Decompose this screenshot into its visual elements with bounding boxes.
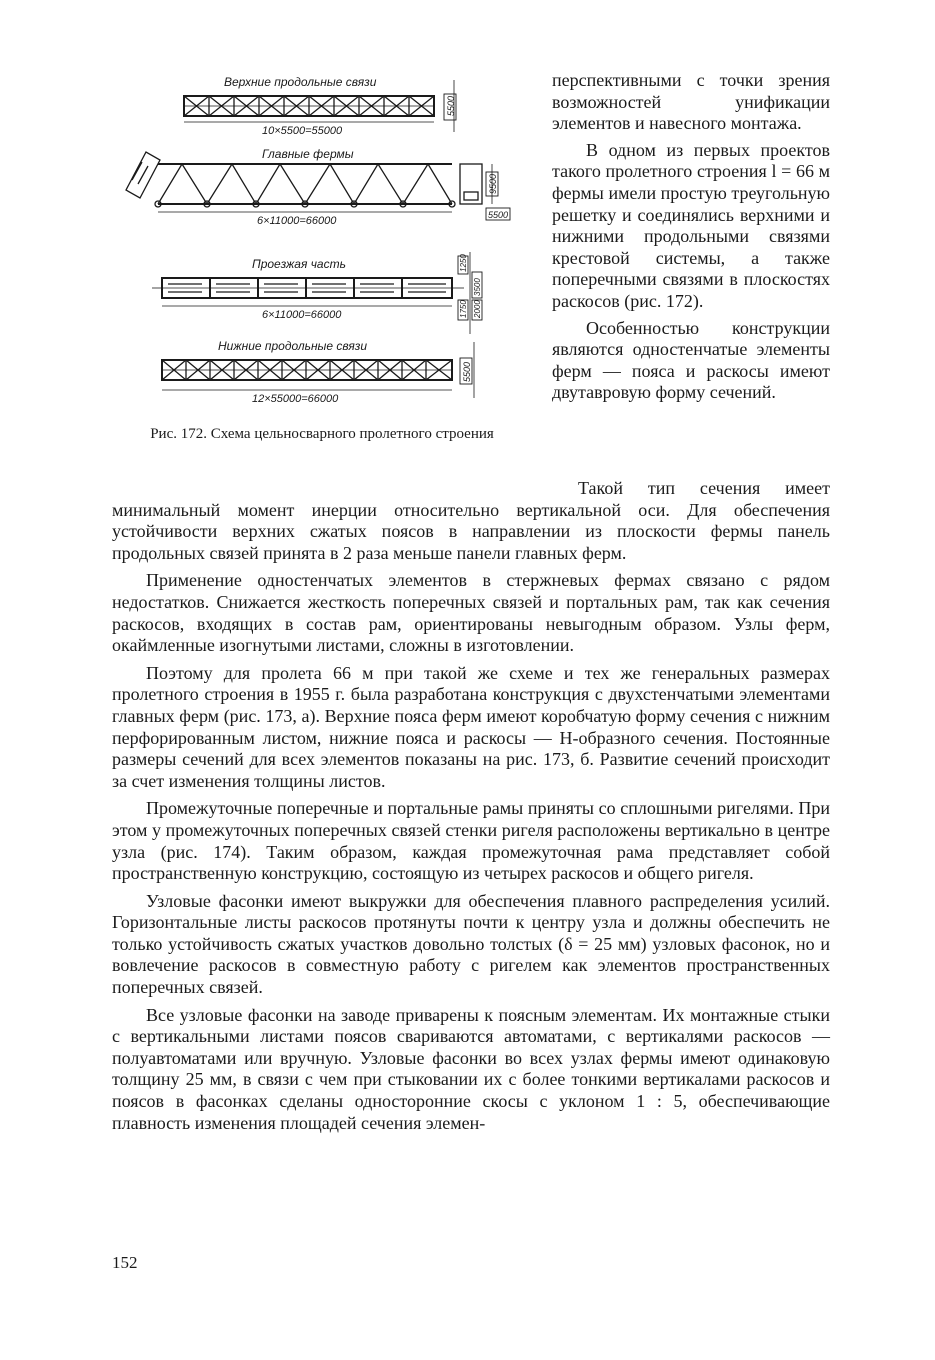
label-main-span: 6×11000=66000 bbox=[257, 215, 337, 227]
truss-scheme-drawing bbox=[112, 72, 532, 422]
body-paragraph: Промежуточные поперечные и портальные рамы приняты со сплошными ригелями. При этом у промежуточных поперечных связей стенки ригеля расположены вертикально в центре узла (рис. 174). Таким образом, каждая промежуточная рама представляет собой пространственную конструкцию, состоящую из четырех раскосов и общего ригеля. bbox=[112, 798, 830, 884]
page-number: 152 bbox=[112, 1253, 138, 1272]
body-paragraph: Применение одностенчатых элементов в стержневых фермах связано с рядом недостатков. Снижается жесткость поперечных связей и портальных рам, так как сечения раскосов, входящих в состав рам, ориентированы невыгодным образом. Узлы ферм, окаймленные изогнутыми листами, сложны в изготовлении. bbox=[112, 570, 830, 656]
body-paragraph: Такой тип сечения имеет минимальный момент инерции относительно вертикальной оси. Для обеспечения устойчивости верхних сжатых поясов в направлении из плоскости фермы панель продольных связей принята в 2 раза меньше панели главных ферм. bbox=[112, 478, 830, 563]
label-deck-dim-1: 1250 bbox=[459, 254, 468, 272]
figure-caption: Рис. 172. Схема цельносварного пролетного строения bbox=[150, 426, 494, 442]
body-paragraph: Узловые фасонки имеют выкружки для обеспечения плавного распределения усилий. Горизонтальные листы раскосов протянуты почти к центру узла и должны обеспечить не только устойчивость сжатых участков довольно толстых (δ = 25 мм) узловых фасонок, но и вовлечение раскосов в совместную работу с ригелем как элементов пространственных поперечных связей. bbox=[112, 890, 830, 998]
label-top-bracing: Верхние продольные связи bbox=[224, 75, 377, 89]
label-deck-dim-4: 2000 bbox=[473, 300, 482, 318]
side-text-column bbox=[552, 70, 830, 404]
label-main-dim-width: 5500 bbox=[488, 210, 509, 220]
label-bottom-bracing: Нижние продольные связи bbox=[218, 339, 368, 353]
main-text-column bbox=[112, 478, 830, 1134]
label-deck-dim-3: 1750 bbox=[459, 300, 468, 318]
label-deck-dim-2: 3500 bbox=[473, 278, 482, 296]
label-bottom-span: 12×55000=66000 bbox=[252, 393, 339, 405]
side-paragraph: перспективными с точки зрения возможностей унификации элементов и навесного монтажа. bbox=[552, 70, 830, 134]
side-paragraph: В одном из первых проектов такого пролетного строения l = 66 м фермы имели простую треугольную решетку и соединялись верхними и нижними продольными связями крестовой системы, а также поперечными связями в плоскостях раскосов (рис. 172). bbox=[552, 139, 830, 311]
body-paragraph: Поэтому для пролета 66 м при такой же схеме и тех же генеральных размерах пролетного строения в 1955 г. была разработана конструкция с двухстенчатыми элементами главных ферм (рис. 173, а). Верхние пояса ферм имеют коробчатую форму сечения с нижним перфорированным листом, нижние пояса и раскосы — Н-образного сечения. Постоянные размеры сечений для всех элементов показаны на рис. 173, б. Развитие сечений происходит за счет изменения толщины листов. bbox=[112, 662, 830, 791]
figure-172-truss-scheme bbox=[112, 72, 532, 422]
label-top-dim-height: 5500 bbox=[446, 95, 456, 116]
side-paragraph: Особенностью конструкции являются одностенчатые элементы ферм — пояса и раскосы имеют двутавровую форму сечений. bbox=[552, 317, 830, 403]
label-main-dim-height: 9500 bbox=[488, 173, 498, 194]
label-bottom-dim-height: 5500 bbox=[462, 361, 472, 382]
label-top-span: 10×5500=55000 bbox=[262, 125, 343, 137]
main-trusses-scheme bbox=[126, 152, 510, 220]
body-paragraph: Все узловые фасонки на заводе приварены к поясным элементам. Их монтажные стыки с вертикальными листами поясов свариваются автоматами, с вертикалями раскосов — полуавтоматами или вручную. Узловые фасонки во всех узлах фермы имеют одинаковую толщину 25 мм, в связи с чем при стыковании их с более тонкими вертикалами раскосов и поясов в фасонках сделаны односторонние скосы с уклоном 1 : 5, обеспечивающие плавность изменения площадей сечения элемен- bbox=[112, 1004, 830, 1133]
label-deck-span: 6×11000=66000 bbox=[262, 309, 342, 321]
label-deck: Проезжая часть bbox=[252, 257, 346, 271]
label-main-trusses: Главные фермы bbox=[262, 147, 354, 161]
